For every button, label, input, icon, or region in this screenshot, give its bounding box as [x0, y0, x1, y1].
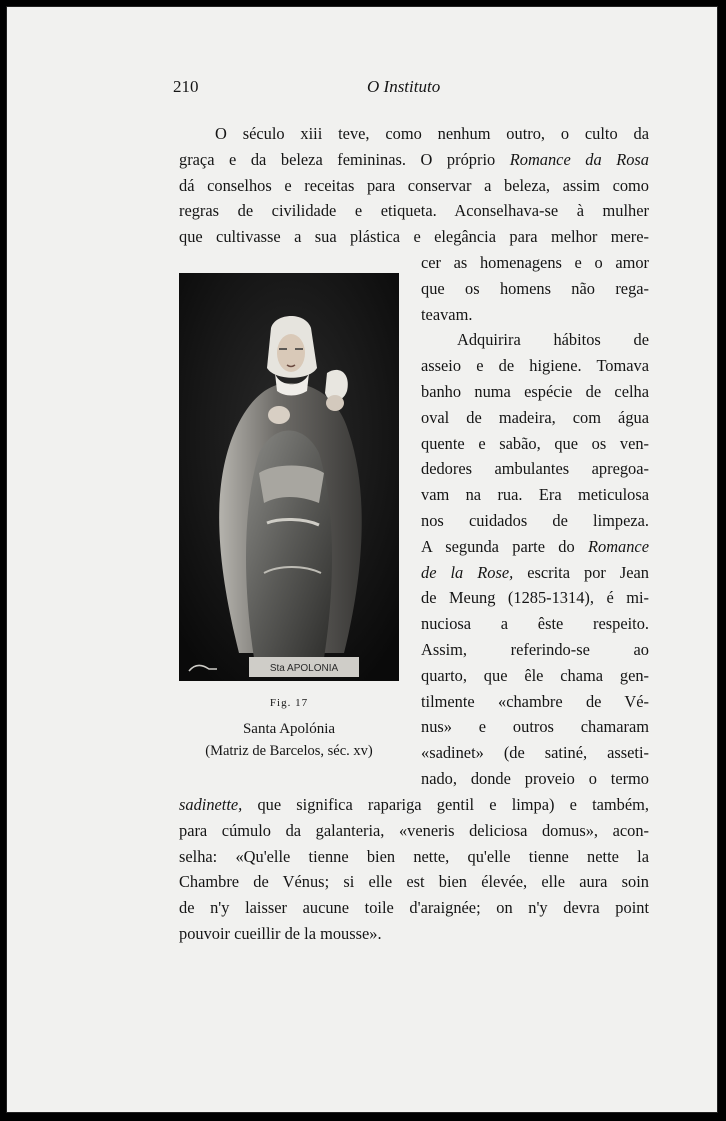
text-line: selha: «Qu'elle tienne bien nette, qu'elle tienne nette la — [179, 846, 649, 866]
figure-title: Santa Apolónia — [242, 721, 336, 737]
text-line: de la Rose, escrita por Jean — [421, 562, 649, 582]
italic-word: sadinette, — [179, 795, 243, 814]
text-line: oval de madeira, com água — [421, 407, 649, 427]
text-line: teavam. — [421, 304, 473, 324]
text-line: quarto, que êle chama gen- — [421, 665, 649, 685]
text-line: O século xiii teve, como nenhum outro, o culto da — [215, 124, 649, 143]
figure-photo-santa-apolonia — [179, 273, 399, 681]
text-line: Chambre de Vénus; si elle est bien élevée, elle aura soin — [179, 872, 649, 892]
text-line: asseio e de higiene. Tomava — [421, 356, 649, 376]
text-line: graça e da beleza femininas. O próprio Romance da Rosa — [179, 149, 649, 169]
text-line: que os homens não rega- — [421, 278, 649, 298]
figure-caption — [179, 697, 399, 762]
page-header — [173, 77, 649, 99]
text-line: Assim, referindo-se ao — [421, 639, 649, 659]
text-line: de n'y laisser aucune toile d'araignée; on n'y devra point — [179, 898, 649, 918]
text-line: de Meung (1285-1314), é mi- — [421, 588, 649, 608]
page-number: 210 — [173, 77, 199, 96]
text-line: regras de civilidade e etiqueta. Aconselhava-se à mulher — [179, 201, 649, 221]
statue-plaque-text: Sta APOLONIA — [269, 663, 339, 674]
text-line: banho numa espécie de celha — [421, 381, 649, 401]
text-line: dá conselhos e receitas para conservar a beleza, assim como — [179, 175, 649, 195]
statue-image — [179, 273, 399, 681]
book-page — [6, 6, 718, 1113]
text-line: sadinette, que significa rapariga gentil e limpa) e também, — [179, 795, 649, 814]
figure-source: (Matriz de Barcelos, séc. xv) — [205, 743, 373, 759]
running-title: O Instituto — [367, 77, 441, 96]
paragraph-column — [421, 250, 649, 792]
italic-title: Romance da Rosa — [509, 149, 649, 169]
text-line: nuciosa a êste respeito. — [421, 614, 649, 634]
text-line: nos cuidados de limpeza. — [421, 510, 649, 530]
text-line: cer as homenagens e o amor — [421, 253, 649, 272]
text-line: pouvoir cueillir de la mousse». — [179, 923, 382, 943]
text-line: nus» e outros chamaram — [421, 717, 649, 737]
text-line: tilmente «chambre de Vé- — [421, 691, 649, 711]
paragraph-intro — [179, 121, 649, 250]
text-line: que cultivasse a sua plástica e elegância para melhor mere- — [179, 227, 649, 247]
italic-title: Romance — [588, 536, 649, 556]
text-line: «sadinet» (de satiné, asseti- — [421, 743, 649, 763]
text-line: nado, donde proveio o termo — [421, 768, 649, 788]
figure-label: Fig. 17 — [269, 697, 309, 709]
text-line: Adquirira hábitos de — [457, 330, 649, 350]
text-line: dedores ambulantes apregoa- — [421, 459, 649, 479]
paragraph-tail — [179, 792, 649, 947]
text-line: vam na rua. Era meticulosa — [421, 485, 649, 505]
text-line: A segunda parte do Romance — [421, 536, 649, 556]
text-line: para cúmulo da galanteria, «veneris deliciosa domus», acon- — [179, 820, 649, 840]
italic-title: de la Rose, — [421, 562, 514, 582]
text-line: quente e sabão, que os ven- — [421, 433, 649, 453]
